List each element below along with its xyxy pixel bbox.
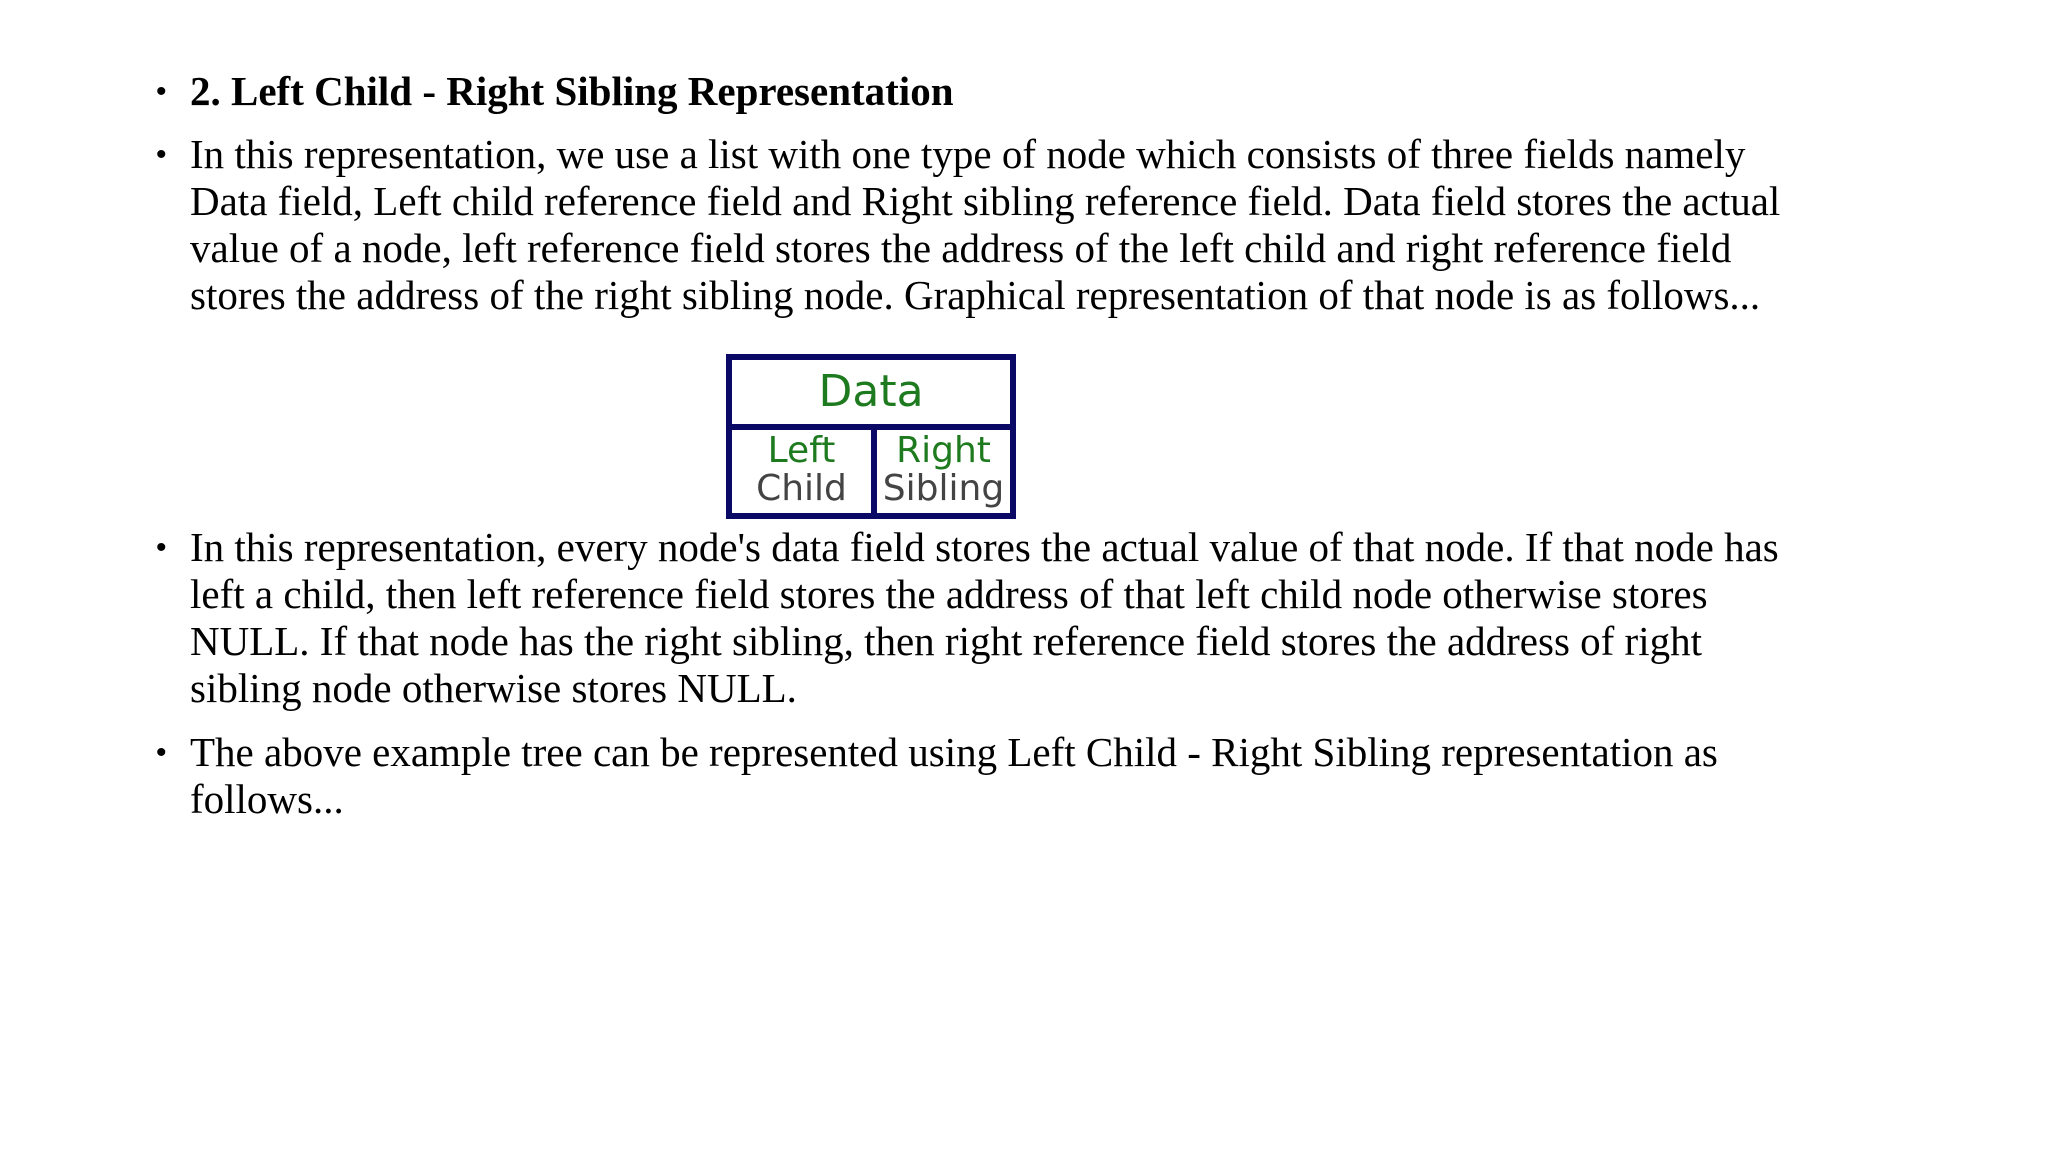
bullet-paragraph-1 [158,131,1918,319]
bullet-paragraph-2 [158,524,1918,712]
bullet-heading [158,68,1918,115]
left-child-label-bottom: Child [756,468,847,509]
left-child-label-top: Left [767,430,836,471]
bullet-icon: • [156,736,167,769]
right-sibling-label-top: Right [896,430,991,471]
right-sibling-cell [877,430,1010,513]
bullet-paragraph-3 [158,729,1918,823]
bullet-icon: • [156,75,167,108]
bullet-icon: • [156,531,167,564]
data-field-label: Data [818,366,924,417]
data-field-cell [732,360,1010,430]
paragraph-text: In this representation, we use a list with one type of node which consists of three fields namely Data field, Left child reference field and Right sibling reference field. Data field stores the actual value of a node, left reference field stores the address of the left child and right reference field stores the address of the right sibling node. Graphical representation of that node is as follows... [190,131,1781,318]
paragraph-text: The above example tree can be represented using Left Child - Right Sibling representation as follows... [190,729,1718,822]
left-child-cell [732,430,877,513]
section-heading: 2. Left Child - Right Sibling Representation [190,68,954,114]
right-sibling-label-bottom: Sibling [882,468,1005,509]
paragraph-text: In this representation, every node's data field stores the actual value of that node. If that node has left a child, then left reference field stores the address of that left child node otherwise stores NULL. If that node has the right sibling, then right reference field stores the address of right sibling node otherwise stores NULL. [190,524,1779,711]
bullet-icon: • [156,138,167,171]
node-structure-diagram [726,354,1016,519]
